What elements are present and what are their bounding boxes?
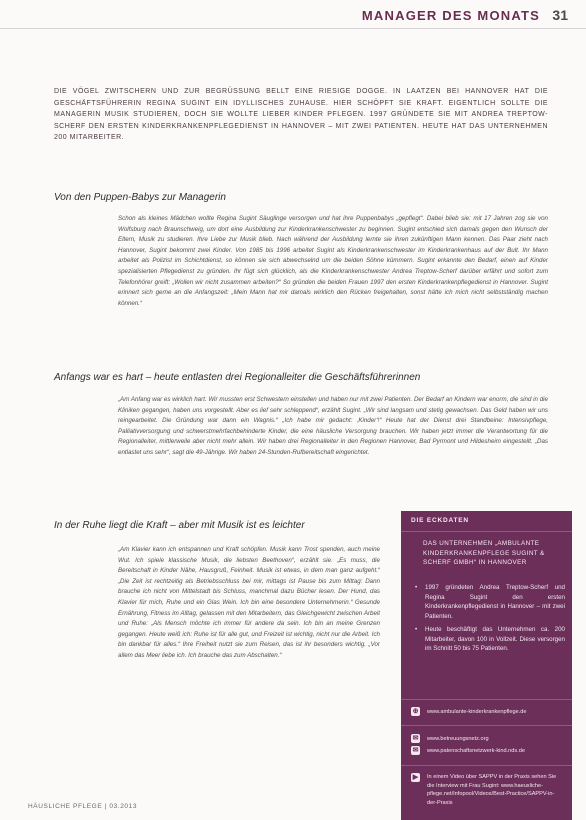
fact-item: • 1997 gründeten Andrea Treptow-Scherf und Regina Sugint den ersten Kinderkrankenpflegedienst in Hannover – mit zwei Patienten. bbox=[415, 583, 565, 621]
footer: HÄUSLICHE PFLEGE | 03.2013 bbox=[28, 803, 138, 810]
divider bbox=[401, 531, 572, 532]
section-heading-1: Von den Puppen-Babys zur Managerin bbox=[54, 192, 226, 203]
globe-icon: ⊕ bbox=[412, 708, 419, 715]
website-link[interactable]: www.betreuungsnetz.org bbox=[427, 736, 489, 742]
section-body-3: „Am Klavier kann ich entspannen und Kraft schöpfen. Musik kann Trost spenden, auch meine Wut. Ich spiele klassische Musik, die liebsten Beethoven“, erzählt sie. „Es muss, die Bereitschaft in Kinder Nähe, Hausgruß, Feinheit. Musik ist etwas, in dem man ganz aufgeht.“ „Die Zeit ist rechtzeitig als Betriebsschluss bei mir, mittags ist Pause bis zum Mittag: Dann brauche ich nicht von Mittelstadt bis Schluss, manchmal dazu Bücher lesen. Der Hund, das Klavier für mich, Ruhe und ein Glas Wein. Ich bin eine besondere Unternehmerin.“ Gesunde Ernährung, Fitness im Alltag, gelassen mit den Mitarbeitern, das Gleichgewicht zwischen Arbeit und Ruhe: „Als Mensch möchte ich immer für andere da sein. Ich bin an meine Grenzen gegangen. Heute weiß ich: Ruhe ist für alle gut, und Freizeit ist wichtig, nicht nur die Arbeit. Ich bin dankbar für alles.“ Ihre Freiheit nutzt sie zum Reisen, das ist ihr besonders wichtig. „Vor allem das Meer liebe ich. Ich brauche das zum Abschalten.“ bbox=[118, 546, 380, 659]
website-link[interactable]: www.ambulante-kinderkrankenpflege.de bbox=[427, 709, 527, 715]
video-icon: ▶ bbox=[412, 774, 419, 781]
key-facts-box bbox=[401, 511, 572, 820]
mail-icon: ✉ bbox=[412, 747, 419, 754]
facts-list bbox=[415, 583, 565, 658]
section-body-2: „Am Anfang war es wirklich hart. Wir mussten erst Schwestern einstellen und haben nur mit zwei Patienten. Der Bedarf an Kindern war enorm, die sind in die Kliniken gegangen, haben uns vorgestellt. Aber es lief sehr schleppend“, erzählt Sugint. „Wir sind langsam und stetig gewachsen. Das Geld haben wir uns reingearbeitet. Die Gründung war dann ein Wagnis.“ „Ich habe mir gedacht: ‚Kinder‘!“ Heute hat der Dienst drei Standbeine: Intensivpflege, Palliativversorgung und schwerstmehrfachbehinderte Kinder, die eine häusliche Versorgung brauchen. Wir haben jetzt immer die Verantwortung für die Regionalleiter, mittlerweile aber nicht mehr allein. Wir haben drei Regionalleiter in den Regionen Hannover, Bad Pyrmont und Hildesheim eingestellt. „Das entlastet uns sehr“, sagt die 49-Jährige. Wir haben 24-Stunden-Rufbereitschaft eingerichtet. bbox=[118, 396, 548, 456]
section-heading-2: Anfangs war es hart – heute entlasten drei Regionalleiter die Geschäftsführerinnen bbox=[54, 372, 421, 383]
video-link[interactable]: In einem Video über SAPPV in der Praxis sehen Sie die Interview mit Frau Sugint: www.haeusliche-pflege.net/Infopool/Videos/Best-Practice/SAPPV-in-der-Praxis bbox=[427, 774, 557, 806]
divider bbox=[401, 765, 572, 766]
section-body-1: Schon als kleines Mädchen wollte Regina Sugint Säuglinge versorgen und hat ihre Puppenbabys „gepflegt“. Dabei blieb sie: mit 17 Jahren zog sie von Wolfsburg nach Braunschweig, um dort eine Ausbildung zur Kinderkrankenschwester zu beginnen. Sugint entschied sich damals gegen den Wunsch der Eltern, Musik zu studieren. Ihre Liebe zur Musik blieb. Nach während der Ausbildung lernte sie ihren zukünftigen Mann kennen. Das Paar zieht nach Hannover, Sugint bekommt zwei Kinder. Von 1985 bis 1996 arbeitet Sugint als Kinderkrankenschwester im Kinderkrankenhaus auf der Bult. Ihr Mann arbeitet als Polizist im Schichtdienst, so können sie sich abwechselnd um die beiden Söhne kümmern. Sugint erkannte den Bedarf, einen auf Kinder spezialisierten Pflegedienst zu gründen. Ihr fügt sich glücklich, als die Kinderkrankenschwester Andrea Treptow-Scherf darüber erfährt und sofort zum Telefonhörer greift: „Wollen wir nicht zusammen arbeiten?“ So gründen die beiden Frauen 1997 den ersten Kinderkrankenpflegedienst in Hannover. Sugint erinnert sich gerne an die Anfangszeit: „Mein Mann hat mir damals wirklich den Rücken freigehalten, sonst hätte ich mich nicht selbstständig machen können.“ bbox=[118, 215, 548, 307]
section-title: MANAGER DES MONATS bbox=[361, 8, 540, 23]
intro-text: DIE VÖGEL ZWITSCHERN UND ZUR BEGRÜSSUNG BELLT EINE RIESIGE DOGGE. IN LAATZEN BEI HANNOVER HAT DIE GESCHÄFTSFÜHRERIN REGINA SUGINT EIN IDYLLISCHES ZUHAUSE. HIER SCHÖPFT SIE KRAFT. EIGENTLICH SOLLTE DIE MANAGERIN MUSIK STUDIEREN, DOCH SIE WOLLTE LIEBER KINDER PFLEGEN. 1997 GRÜNDETE SIE MIT ANDREA TREPTOW-SCHERF DEN ERSTEN KINDERKRANKENPFLEGEDIENST IN HANNOVER – MIT ZWEI PATIENTEN. HEUTE HAT DAS UNTERNEHMEN 200 MITARBEITER. bbox=[54, 88, 548, 141]
mail-icon: ✉ bbox=[412, 735, 419, 742]
divider bbox=[401, 725, 572, 726]
page-number: 31 bbox=[552, 7, 568, 23]
divider bbox=[401, 699, 572, 700]
company-name: DAS UNTERNEHMEN „AMBULANTE KINDERKRANKENPFLEGE SUGINT & SCHERF GMBH“ IN HANNOVER bbox=[423, 540, 545, 566]
key-facts-heading: DIE ECKDATEN bbox=[411, 517, 469, 524]
website-link[interactable]: www.patenschaftsnetzwerk-kind.nds.de bbox=[427, 748, 525, 754]
fact-item: • Heute beschäftigt das Unternehmen ca. 200 Mitarbeiter, davon 100 in Vollzeit. Diese versorgen im Schnitt 50 bis 75 Patienten. bbox=[415, 625, 565, 654]
section-heading-3: In der Ruhe liegt die Kraft – aber mit Musik ist es leichter bbox=[54, 520, 305, 531]
